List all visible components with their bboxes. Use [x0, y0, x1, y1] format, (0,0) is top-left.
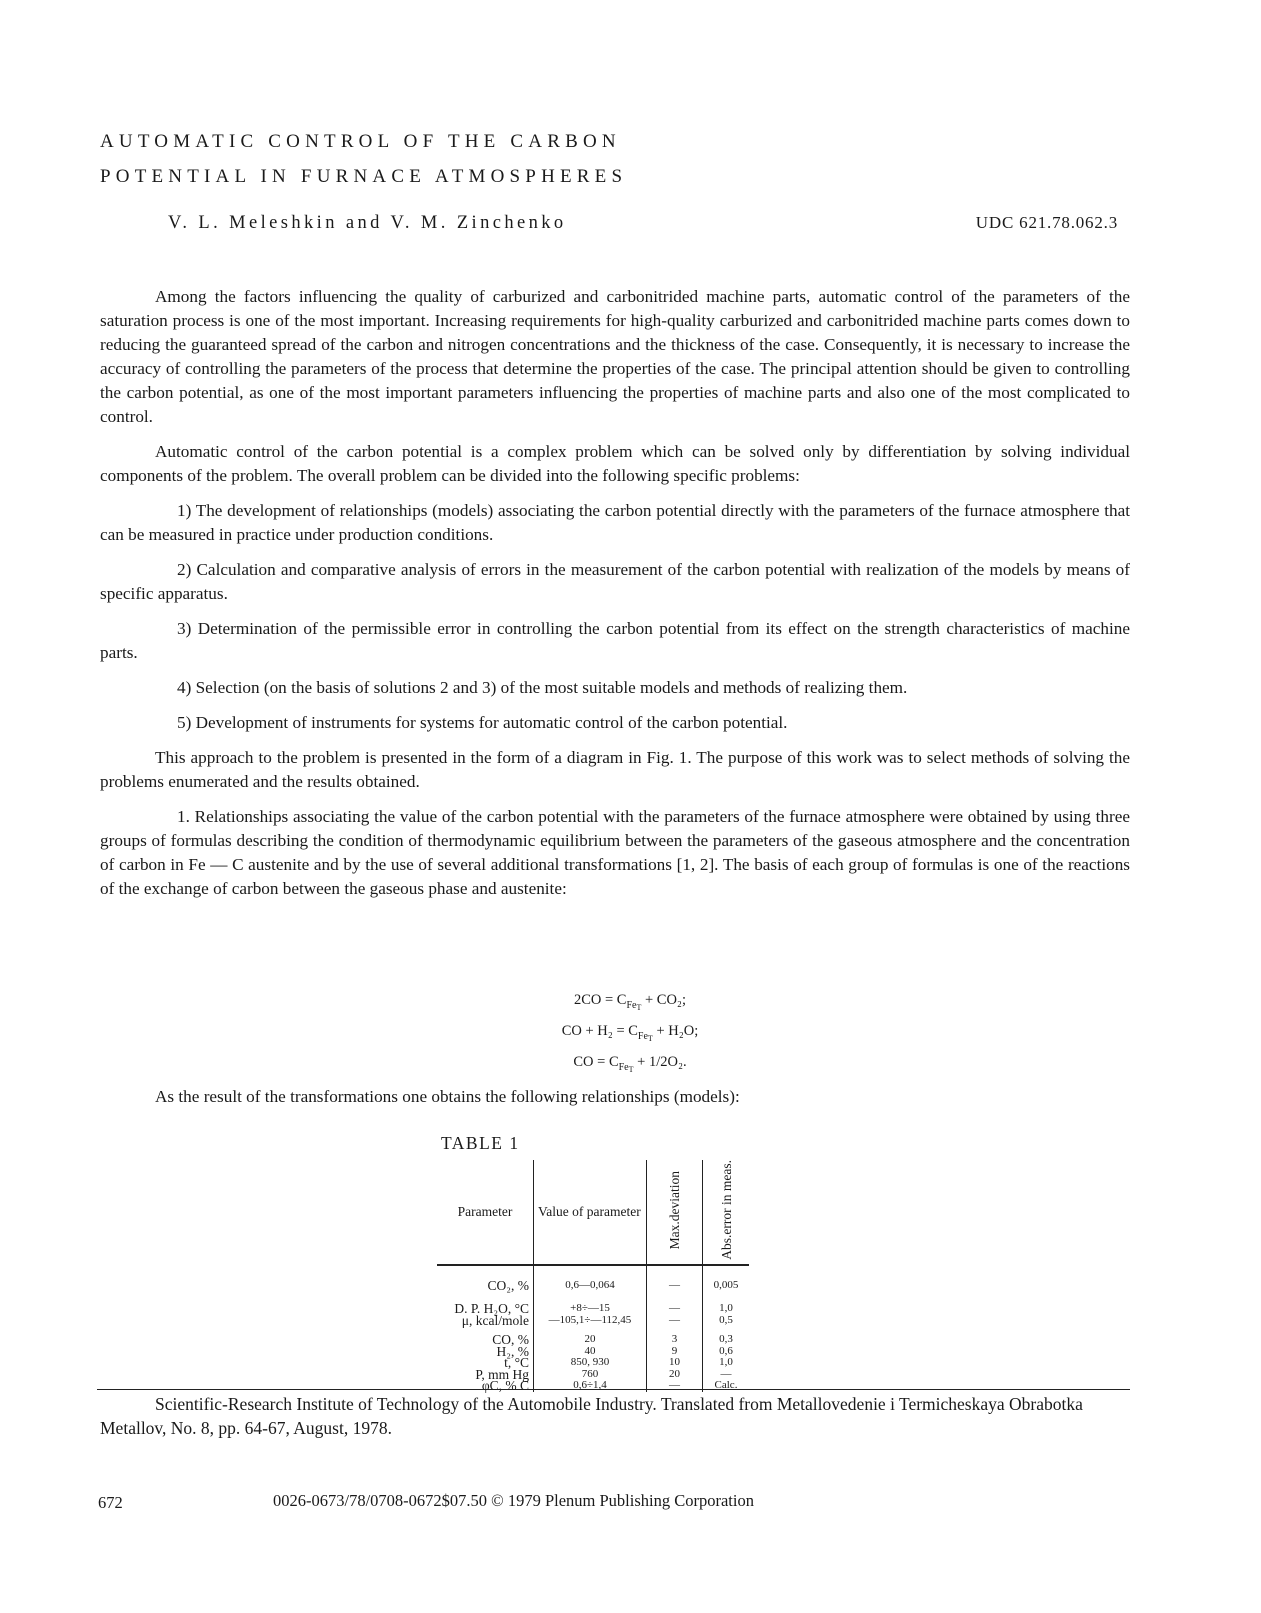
table-cell-param: t, °C — [437, 1357, 534, 1369]
authors: V. L. Meleshkin and V. M. Zinchenko — [168, 213, 567, 233]
publication-code: 0026-0673/78/0708-0672$07.50 © 1979 Plenum Publishing Corporation — [273, 1491, 754, 1510]
table-cell-err: 1,0 — [719, 1302, 733, 1315]
footnote-divider — [97, 1389, 1130, 1390]
table-cell-param: μ, kcal/mole — [437, 1315, 534, 1327]
equation-3: CO = $C_{FeT} + 1/2O_2$. — [573, 1054, 687, 1074]
table-cell-param: D. P. H₂O, °C — [437, 1291, 534, 1315]
table-cell-value: 760 — [534, 1369, 647, 1381]
header-value: Value of parameter — [534, 1160, 647, 1265]
paragraph-intro: Among the factors influencing the quality of carburized and carbonitrided machine parts, automatic control of the parameters of the saturation process is one of the most important. Increasing requirements for high-quality carburized and carbonitrided machine parts comes down to reducing the guaranteed spread of the carbon and nitrogen concentrations and the thickness of the case. Consequently, it is necessary to increase the accuracy of controlling the parameters of the process that determine the properties of the case. The principal attention should be given to controlling the carbon potential, as one of the most important parameters influencing the properties of machine parts and also one of the most complicated to control. — [100, 287, 1130, 426]
table-cell-value: —105,1÷—112,45 — [534, 1315, 647, 1327]
table-cell-value: 0,6—0,064 — [534, 1265, 647, 1292]
list-item-4: 4) Selection (on the basis of solutions 2 and 3) of the most suitable models and methods of realizing them. — [177, 678, 908, 697]
footnote: Scientific-Research Institute of Technology of the Automobile Industry. Translated from Metallovedenie i Termicheskaya Obrabotka Metallov, No. 8, pp. 64-67, August, 1978. — [100, 1394, 1083, 1438]
table-row — [437, 1315, 749, 1327]
header-abs-error: Abs.error in meas. — [703, 1160, 750, 1265]
table-cell-err: 0,6 — [719, 1344, 733, 1357]
header-parameter: Parameter — [437, 1160, 534, 1265]
table-cell-value: 20 — [534, 1326, 647, 1346]
table-cell-err: 1,0 — [719, 1356, 733, 1369]
equation-1: $2CO = C_{FeT} + CO_2$; — [573, 992, 687, 1012]
table-row — [437, 1265, 749, 1292]
parameters-table — [437, 1160, 749, 1392]
table-cell-dev: 3 — [647, 1326, 703, 1346]
table-cell-dev: 20 — [647, 1369, 703, 1381]
table-cell-value: 40 — [534, 1346, 647, 1358]
table-cell-param: φC, % C — [437, 1380, 534, 1392]
table-cell-dev: — — [647, 1315, 703, 1327]
table-cell-param: CO₂, % — [437, 1265, 534, 1292]
table-cell-value: 850, 930 — [534, 1357, 647, 1369]
table-cell-err: 0,005 — [713, 1278, 739, 1291]
article-body — [100, 285, 1130, 912]
table-cell-param: P, mm Hg — [437, 1369, 534, 1381]
table-cell-param: CO, % — [437, 1326, 534, 1346]
header-max-deviation: Max.deviation — [647, 1160, 703, 1265]
article-title-line-1: AUTOMATIC CONTROL OF THE CARBON — [100, 131, 621, 152]
table-cell-dev: — — [647, 1265, 703, 1292]
table-cell-dev: 9 — [647, 1346, 703, 1358]
table-header-row — [437, 1160, 749, 1265]
table-cell-err: — — [720, 1367, 732, 1380]
paragraph-models-intro: As the result of the transformations one obtains the following relationships (models): — [155, 1087, 740, 1106]
reaction-equations — [480, 990, 780, 1083]
table-cell-err: 0,5 — [719, 1313, 733, 1326]
table-cell-value: 0,6÷1,4 — [534, 1380, 647, 1392]
table-cell-param: H₂, % — [437, 1346, 534, 1358]
article-body-continued — [100, 1085, 1130, 1120]
paragraph-approach: This approach to the problem is presented in the form of a diagram in Fig. 1. The purpose of this work was to select methods of solving the problems enumerated and the results obtained. — [100, 748, 1130, 791]
table-row — [437, 1291, 749, 1315]
table-cell-err: Calc. — [714, 1379, 738, 1392]
list-item-2: 2) Calculation and comparative analysis of errors in the measurement of the carbon potential with realization of the models by means of specific apparatus. — [100, 560, 1130, 603]
table-cell-dev: — — [647, 1291, 703, 1315]
paragraph-problem: Automatic control of the carbon potential is a complex problem which can be solved only by differentiation by solving individual components of the problem. The overall problem can be divided into the following specific problems: — [100, 442, 1130, 485]
paragraph-section-1: 1. Relationships associating the value of the carbon potential with the parameters of the furnace atmosphere were obtained by using three groups of formulas describing the condition of thermodynamic equilibrium between the parameters of the gaseous atmosphere and the concentration of carbon in Fe — C austenite and by the use of several additional transformations [1, 2]. The basis of each group of formulas is one of the reactions of the exchange of carbon between the gaseous phase and austenite: — [100, 807, 1130, 898]
table-cell-err: 0,3 — [719, 1333, 733, 1346]
list-item-5: 5) Development of instruments for systems for automatic control of the carbon potential. — [177, 713, 788, 732]
table-cell-dev: — — [647, 1380, 703, 1392]
table-cell-dev: 10 — [647, 1357, 703, 1369]
udc-code: UDC 621.78.062.3 — [975, 213, 1118, 232]
table-row — [437, 1326, 749, 1346]
table-cell-value: +8÷—15 — [534, 1291, 647, 1315]
page-number: 672 — [98, 1493, 123, 1512]
list-item-3: 3) Determination of the permissible error in controlling the carbon potential from its effect on the strength characteristics of machine parts. — [100, 619, 1130, 662]
article-title-line-2: POTENTIAL IN FURNACE ATMOSPHERES — [100, 166, 628, 187]
equation-2: CO + $H_2 = C_{FeT} + H_2O$; — [561, 1023, 699, 1043]
table-caption: TABLE 1 — [441, 1133, 520, 1153]
list-item-1: 1) The development of relationships (models) associating the carbon potential directly with the parameters of the furnace atmosphere that can be measured in practice under production conditions. — [100, 501, 1130, 544]
table-row — [437, 1380, 749, 1392]
